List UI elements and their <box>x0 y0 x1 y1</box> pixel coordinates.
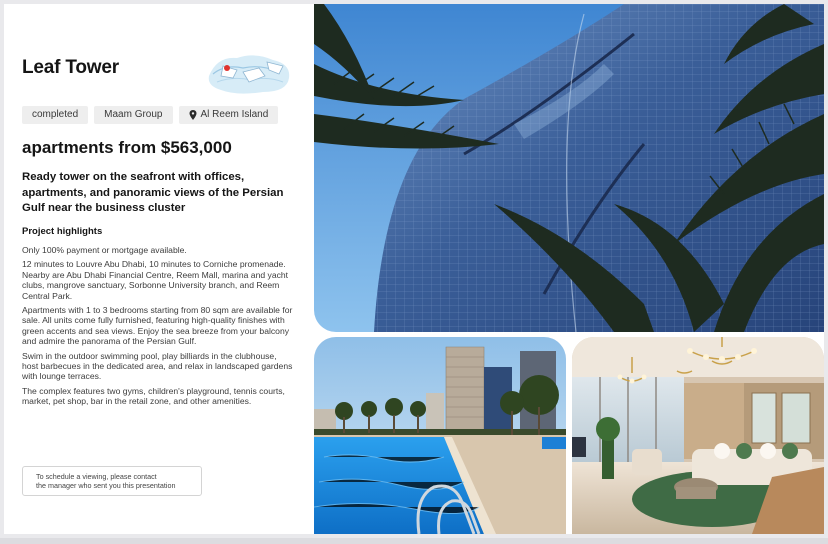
project-info-column <box>4 4 314 534</box>
developer-tag-label: Maam Group <box>104 109 163 120</box>
project-title: Leaf Tower <box>22 57 119 78</box>
location-tag <box>179 106 279 124</box>
highlights-heading: Project highlights <box>22 226 103 237</box>
contact-note-line2: the manager who sent you this presentation <box>36 481 176 491</box>
highlight-paragraph: 12 minutes to Louvre Abu Dhabi, 10 minutes to Corniche promenade. Nearby are Abu Dhabi Financial Centre, Reem Mall, marina and yacht clubs, mangrove sanctuary, Sorbonne University branch, and Reem Central Park. <box>22 259 289 301</box>
highlights-text <box>22 245 294 411</box>
status-tag <box>22 106 88 124</box>
viewer-bottom-bar <box>0 538 828 544</box>
contact-note-line1: To schedule a viewing, please contact <box>36 472 157 481</box>
highlight-paragraph: Only 100% payment or mortgage available. <box>22 245 187 255</box>
location-map-thumbnail[interactable] <box>203 46 295 98</box>
highlight-paragraph: Apartments with 1 to 3 bedrooms starting from 80 sqm are available for sale. All units come fully furnished, featuring high-quality finishes with green accents and sea views. Enjoy the sea breeze from your balcony and admire the panorama of the Persian Gulf. <box>22 305 293 347</box>
location-tag-label: Al Reem Island <box>200 109 269 120</box>
tower-exterior-photo <box>314 4 824 332</box>
presentation-page <box>4 4 824 534</box>
contact-note-box <box>22 466 202 496</box>
project-tags <box>22 106 278 124</box>
pool-photo <box>314 337 566 534</box>
map-pin-icon <box>189 110 197 120</box>
developer-tag <box>94 106 172 124</box>
project-lead-text: Ready tower on the seafront with offices, apartments, and panoramic views of the Persian Gulf near the business cluster <box>22 171 284 214</box>
interior-photo <box>572 337 824 534</box>
price-heading: apartments from $563,000 <box>22 138 232 157</box>
highlight-paragraph: The complex features two gyms, children's playground, tennis courts, market, pet shop, bar in the retail zone, and other amenities. <box>22 385 285 407</box>
highlight-paragraph: Swim in the outdoor swimming pool, play billiards in the clubhouse, host barbecues in the dedicated area, and relax in landscaped gardens with lounge terraces. <box>22 350 293 382</box>
status-tag-label: completed <box>32 109 79 120</box>
